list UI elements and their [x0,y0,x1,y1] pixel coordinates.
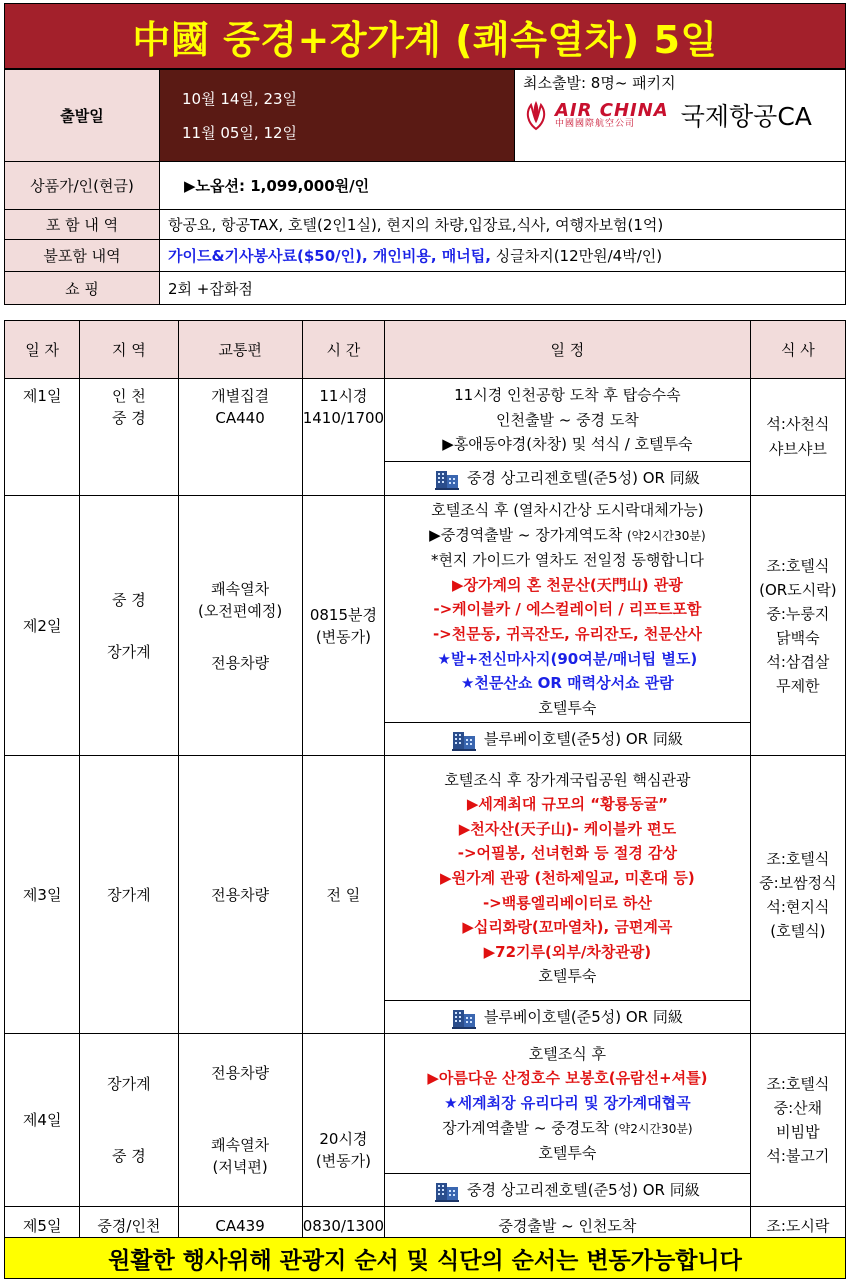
time-line: (변동가) [315,627,371,646]
itinerary-text: ->백룡엘리베이터로 하산 [482,893,652,912]
include-label: 포 함 내 역 [5,210,160,240]
page-title: 中國 중경+장가계 (쾌속열차) 5일 [132,17,718,62]
column-header: 지 역 [80,321,178,379]
price-value: ▶노옵션: 1,099,000원/인 [160,162,846,210]
meals-line: (OR도시락) [759,580,837,599]
itinerary-text: ▶십리화랑(꼬마열차), 금편계곡 [462,918,673,937]
itinerary-line [391,696,744,721]
itinerary-text: ▶원가계 관광 (천하제일교, 미혼대 등) [440,869,695,888]
itinerary-cell [385,1034,751,1174]
transport-line: 전용차량 [211,885,270,904]
transport-line: CA440 [215,409,265,427]
package-cell [515,70,846,162]
region [80,1034,178,1207]
meals-line: 비빔밥 [776,1123,820,1142]
transport-line: 전용차량 [211,653,270,672]
itinerary-text: ▶72기루(외부/차창관광) [483,942,652,961]
transport [178,1034,302,1207]
itinerary-line [391,383,744,408]
itinerary-text: 호텔조식 후 (열차시간상 도시락대체가능) [431,501,704,519]
meals-line: (호텔식) [770,921,826,940]
region [80,756,178,1034]
meals-line: 조:호텔식 [766,849,830,868]
day-label [5,1034,80,1207]
meals [750,496,845,756]
footer-notice: 원활한 행사위해 관광지 순서 및 식단의 순서는 변동가능합니다 [4,1237,846,1279]
exclude-fees: 가이드&기사봉사료($50/인), 개인비용, 매너팁, [168,247,491,265]
air-china-phoenix-icon [523,99,549,131]
transport [178,756,302,1034]
itinerary-note: (약2시간30분) [613,1121,693,1136]
meals-line: 석:불고기 [766,1147,830,1166]
itinerary-line [391,841,744,866]
meals [750,1034,845,1207]
itinerary-text: *현지 가이드가 열차도 전일정 동행합니다 [430,551,704,570]
itinerary-text: ★발+전신마사지(90여분/매너팁 별도) [437,649,698,668]
itinerary-text: 호텔투숙 [538,1144,597,1163]
airline-label: 국제항공CA [680,102,812,131]
itinerary-text: ->어필봉, 선녀헌화 등 절경 감상 [457,844,678,863]
itinerary-text: 호텔투숙 [538,698,597,717]
hotel-name: 블루베이호텔(준5성) OR 同級 [483,1008,683,1027]
itinerary-text: ▶아름다운 산정호수 보봉호(유람선+셔틀) [427,1069,708,1088]
itinerary-text: ★천문산쇼 OR 매력상서쇼 관람 [460,674,674,693]
shopping-label: 쇼 핑 [5,272,160,305]
itinerary-line [391,817,744,842]
itinerary-line [391,1141,744,1166]
region-line: 중 경 [112,1147,146,1166]
region-line: 인 천 [112,387,146,405]
meals-line: 닭백숙 [776,628,820,647]
title-banner [4,3,846,69]
itinerary-line [391,768,744,793]
itinerary-line [391,964,744,989]
itinerary-cell [385,496,751,723]
itinerary-text: ->천문동, 귀곡잔도, 유리잔도, 천문산사 [432,624,702,643]
day-label-line: 제2일 [22,616,62,635]
shopping-value: 2회 +잡화점 [160,272,846,305]
itinerary-text: ▶중경역출발 ~ 장가계역도착 [429,525,623,544]
transport-line: (저녁편) [212,1158,268,1177]
schedule-table [4,320,846,1245]
itinerary-text: 인천출발 ~ 중경 도착 [496,410,639,429]
airline [523,97,837,133]
itinerary-line [391,573,744,598]
departure-dates [160,70,515,162]
column-header: 일 자 [5,321,80,379]
itinerary-line [391,671,744,696]
itinerary-text: 중경출발 ~ 인천도착 [498,1216,637,1235]
region-line: 장가계 [107,1075,151,1094]
region [80,496,178,756]
meals-line: 중:보쌈정식 [759,873,837,892]
region [80,379,178,496]
itinerary-cell [385,379,751,462]
hotel-cell [385,723,751,756]
itinerary-line [391,1042,744,1067]
itinerary-line [391,548,744,573]
time [302,379,384,496]
hotel-building-icon [435,1180,459,1202]
itinerary-text: ▶홍애동야경(차창) 및 석식 / 호텔투숙 [442,435,693,454]
itinerary-line [391,498,744,523]
itinerary-line [391,1066,744,1091]
schedule-day-row [5,496,846,723]
itinerary-line [391,1116,744,1142]
transport [178,379,302,496]
region-line: 장가계 [107,642,151,661]
itinerary-text: ▶천자산(天子山)- 케이블카 편도 [458,819,677,838]
region-line: 중 경 [112,409,146,427]
day-label-line: 제1일 [22,387,62,405]
itinerary-line [391,792,744,817]
itinerary-text: ▶장가계의 혼 천문산(天門山) 관광 [451,575,683,594]
transport-line: 쾌속열차 [211,579,270,598]
schedule-day-row [5,1034,846,1174]
date-line: 11월 05일, 12일 [182,123,298,142]
airline-name: AIR CHINA [555,99,669,121]
meals-line: 석:사천식 [766,415,830,433]
schedule-day-row [5,756,846,1001]
exclude-value [160,240,846,272]
hotel-name: 중경 상고리젠호텔(준5성) OR 同級 [467,469,700,488]
region-line: 중 경 [112,590,146,609]
transport [178,496,302,756]
package-text: 최소출발: 8명~ 패키지 [523,74,676,92]
day-label-line: 제5일 [22,1216,62,1235]
time-line: 11시경 [319,387,368,405]
hotel-building-icon [452,729,476,751]
itinerary-text: 호텔조식 후 [528,1044,606,1063]
itinerary-line [391,647,744,672]
time-line: 20시경 [319,1130,368,1149]
meals-line: 조:도시락 [766,1216,830,1235]
time [302,496,384,756]
date-line: 10월 14일, 23일 [182,89,298,108]
itinerary-line [391,432,744,457]
itinerary-text: 호텔조식 후 장가계국립공원 핵심관광 [444,770,691,789]
meals-line: 중:누룽지 [766,604,830,623]
meals-line: 석:현지식 [766,897,830,916]
column-header: 일 정 [385,321,751,379]
day-label [5,756,80,1034]
hotel-cell [385,1001,751,1034]
exclude-label: 불포함 내역 [5,240,160,272]
meals-line: 조:호텔식 [766,1075,830,1094]
day-label-line: 제4일 [22,1111,62,1130]
transport-line: 쾌속열차 [211,1136,270,1155]
itinerary-line [391,866,744,891]
itinerary-line [391,891,744,916]
meals-line: 샤브샤브 [768,440,827,458]
time-line: 전 일 [326,885,361,904]
day-label-line: 제3일 [22,885,62,904]
column-header: 시 간 [302,321,384,379]
airline-chinese-name: 中國國際航空公司 [555,118,636,129]
meals [750,756,845,1034]
time-line: 0815분경 [309,605,377,624]
time-line: (변동가) [315,1152,371,1171]
itinerary-line [391,523,744,549]
column-header: 교통편 [178,321,302,379]
transport-line: 개별집결 [211,387,270,405]
info-table [4,69,846,305]
hotel-cell [385,1174,751,1207]
hotel-name: 중경 상고리젠호텔(준5성) OR 同級 [467,1181,700,1200]
transport-line: (오전편예정) [198,601,283,620]
time [302,1034,384,1207]
itinerary-text: ★세계최장 유리다리 및 장가계대협곡 [444,1094,691,1113]
departure-label: 출발일 [5,70,160,162]
itinerary-note: (약2시간30분) [626,528,706,543]
itinerary-line [391,915,744,940]
day-label [5,379,80,496]
itinerary-line [391,1091,744,1116]
itinerary-line [391,597,744,622]
time-line: 0830/1300 [302,1216,385,1235]
itinerary-text: ▶세계최대 규모의 “황룡동굴” [466,795,668,814]
itinerary-line [391,622,744,647]
hotel-name: 블루베이호텔(준5성) OR 同級 [483,730,683,749]
meals-line: 조:호텔식 [766,556,830,575]
itinerary-text: ->케이블카 / 에스컬레이터 / 리프트포함 [433,600,702,619]
price-label: 상품가/인(현금) [5,162,160,210]
region-line: 중경/인천 [97,1216,161,1235]
itinerary-line [391,940,744,965]
day-label [5,496,80,756]
time-line: 1410/1700 [302,409,385,427]
itinerary-line [391,408,744,433]
time [302,756,384,1034]
itinerary-text: 호텔투숙 [538,967,597,986]
region-line: 장가계 [107,885,151,904]
hotel-building-icon [435,468,459,490]
schedule-day-row [5,379,846,462]
itinerary-text: 장가계역출발 ~ 중경도착 [442,1118,610,1137]
itinerary-text: 11시경 인천공항 도착 후 탑승수속 [454,386,681,405]
meals-line: 석:삼겹살 [766,652,830,671]
schedule-header-row [5,321,846,379]
itinerary-cell [385,756,751,1001]
hotel-cell [385,462,751,496]
meals [750,379,845,496]
column-header: 식 사 [750,321,845,379]
itinerary-line [391,1214,744,1239]
transport-line: CA439 [215,1216,265,1235]
transport-line: 전용차량 [211,1064,270,1083]
exclude-single-charge: 싱글차지(12만원/4박/인) [490,247,663,265]
meals-line: 중:산채 [773,1099,823,1118]
meals-line: 무제한 [776,676,820,695]
include-value: 항공요, 항공TAX, 호텔(2인1실), 현지의 차량,입장료,식사, 여행자보험(1억) [160,210,846,240]
hotel-building-icon [452,1007,476,1029]
